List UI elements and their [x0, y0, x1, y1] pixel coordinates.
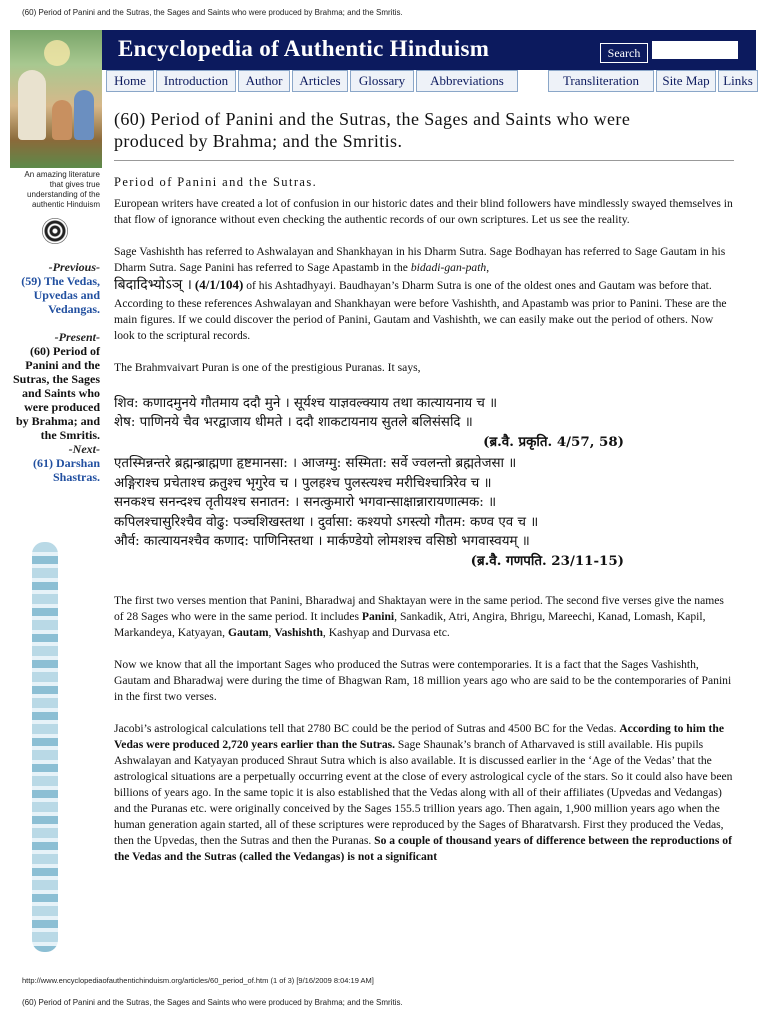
next-section: -Next- (61) Darshan Shastras. [10, 442, 100, 484]
nav-bar [102, 70, 756, 92]
paragraph: Sage Vashishth has referred to Ashwalayan and Shankhayan in his Dharm Sutra. Sage Bodhayan has referred to Sage Gautam in his Dharm Sutra. Sage Panini has referred to Sage Apastamb in the bidadi-gan-path, बिदादिभ्योऽञ् । (4/1/104) of his Ashtadhyayi. Baudhayan’s Dharm Sutra is one of the oldest ones and Gautam was before that. According to these references Ashwalayan and Shankhayan were before Vashishth, and Apastamb was prior to Panini. These are the main figures. If we could discover the period of Panini, Gautam and Vashishth, we can easily make out the period of others. Now look to the scriptural records. [114, 245, 727, 342]
decorative-border [32, 542, 58, 952]
divider [114, 160, 734, 161]
nav-introduction[interactable]: Introduction [156, 70, 236, 92]
search-button[interactable]: Search [600, 43, 648, 63]
site-title: Encyclopedia of Authentic Hinduism [118, 36, 490, 61]
left-column [10, 170, 102, 484]
page-title: (60) Period of Panini and the Sutras, the Sages and Saints who were produced by Brahma; and the Smritis. [114, 109, 631, 151]
paragraph: Now we know that all the important Sages who produced the Sutras were contemporaries. It is a fact that the Sages Vashishth, Gautam and Bharadwaj were during the time of Bhagwan Ram, 18 million years ago who are said to be the contemporaries of Panini in the first two verses. [114, 658, 732, 703]
nav-glossary[interactable]: Glossary [350, 70, 414, 92]
article [114, 108, 734, 865]
present-section: -Present- (60) Period of Panini and the Sutras, the Sages and Saints who were produced by Brahma; and the Smritis. [12, 330, 100, 442]
nav-articles[interactable]: Articles [292, 70, 348, 92]
ornament-icon [42, 218, 68, 244]
paragraph: European writers have created a lot of confusion in our historic dates and their blind followers have mindlessly swayed themselves in that flow of ignorance without even checking the authentic records of our own scriptures. Let us see the reality. [114, 197, 733, 226]
pdf-header: (60) Period of Panini and the Sutras, the Sages and Saints who were produced by Brahma; and the Smritis. [22, 8, 403, 17]
nav-transliteration[interactable]: Transliteration [548, 70, 654, 92]
page [10, 30, 756, 960]
paragraph: The first two verses mention that Panini, Bharadwaj and Shaktayan were in the same period. The second five verses give the names of 28 Sages who were in the same period. It includes Panini, Sankadik, Atri, Angira, Bhrigu, Mareechi, Kanad, Lomash, Kapil, Markandeya, Katyayan, Gautam, Vashishth, Kashyap and Durvasa etc. [114, 594, 724, 639]
next-link[interactable]: (61) Darshan Shastras. [32, 456, 100, 484]
title-bar [102, 30, 756, 70]
paragraph: The Brahmvaivart Puran is one of the prestigious Puranas. It says, [114, 360, 421, 374]
tagline: An amazing literature that gives true understanding of the authentic Hinduism [24, 170, 100, 209]
subheading: Period of Panini and the Sutras. [114, 175, 318, 189]
banner-image [10, 30, 102, 168]
sanskrit-verse-1: शिव: कणादमुनये गौतमाय ददौ मुने । सूर्यश्च याज्ञवल्क्याय तथा कात्यायनाय च ॥ शेष: पाणिनये चैव भरद्वाजाय धीमते । ददौ शाकटायनाय सुतले बलिसंसदि ॥ (ब्र.वै. प्रकृति. 4/57, 58) [114, 395, 624, 450]
search-input[interactable] [652, 41, 738, 59]
nav-site-map[interactable]: Site Map [656, 70, 716, 92]
nav-author[interactable]: Author [238, 70, 290, 92]
pdf-footer-url: http://www.encyclopediaofauthentichinduism.org/articles/60_period_of.htm (1 of 3) [9/16/2009 8:04:19 AM] [22, 976, 374, 985]
pdf-footer-title: (60) Period of Panini and the Sutras, the Sages and Saints who were produced by Brahma; and the Smritis. [22, 998, 403, 1007]
sanskrit-verse-2: एतस्मिन्नन्तरे ब्रह्मन्ब्राह्मणा हृष्टमानसा: । आजग्मु: सस्मिता: सर्वे ज्वलन्तो ब्रह्मतेजसा ॥ अङ्गिराश्च प्रचेताश्च क्रतुश्च भृगुरेव च । पुलहश्च पुलस्त्यश्च मरीचिश्चात्रिरेव च ॥ सनकश्च सनन्दश्च तृतीयश्च सनातन: । सनत्कुमारो भगवान्साक्षान्नारायणात्मक: ॥ कपिलश्चासुरिश्चैव वोढु: पञ्चशिखस्तथा । दुर्वासा: कश्यपो ऽगस्त्यो गौतम: कण्व एव च ॥ और्व: कात्यायनश्चैव कणाद: पाणिनिस्तथा । मार्कण्डेयो लोमशश्च वसिष्ठो भगवास्वयम् ॥ (ब्र.वै. गणपति. 23/11-15) [114, 456, 624, 569]
previous-link[interactable]: (59) The Vedas, Upvedas and Vedangas. [21, 274, 100, 316]
nav-abbreviations[interactable]: Abbreviations [416, 70, 518, 92]
paragraph: Jacobi’s astrological calculations tell that 2780 BC could be the period of Sutras and 4500 BC for the Vedas. According to him the Vedas were produced 2,720 years earlier than the Sutras. Sage Shaunak’s branch of Atharvaved is still available. His pupils Ashwalayan and Katyayan produced Shraut Sutra which is also available. It is discussed earlier in the ‘Age of the Vedas’ that the astrological situations are a perpetually occurring event at the close of every astrological cycle of the stars. So it could also have been billions of years ago. In the same topic it is also established that the Vedas along with all of their affiliates (Upvedas and Vedangas) and the Puranas etc. were originally conceived by the Sages 155.5 trillion years ago. Then again, 1,900 million years ago when the human generation again started, all of these scriptures were reproduced by the Sages of Bharatvarsh. First they produced the Vedas, then the Upvedas, then the Sutras and then the Puranas. So a couple of thousand years of difference between the reproductions of the Vedas and the Sutras (called the Vedangas) is not a significant [114, 722, 733, 863]
nav-links[interactable]: Links [718, 70, 758, 92]
nav-home[interactable]: Home [106, 70, 154, 92]
previous-section: -Previous- (59) The Vedas, Upvedas and Vedangas. [10, 260, 100, 316]
